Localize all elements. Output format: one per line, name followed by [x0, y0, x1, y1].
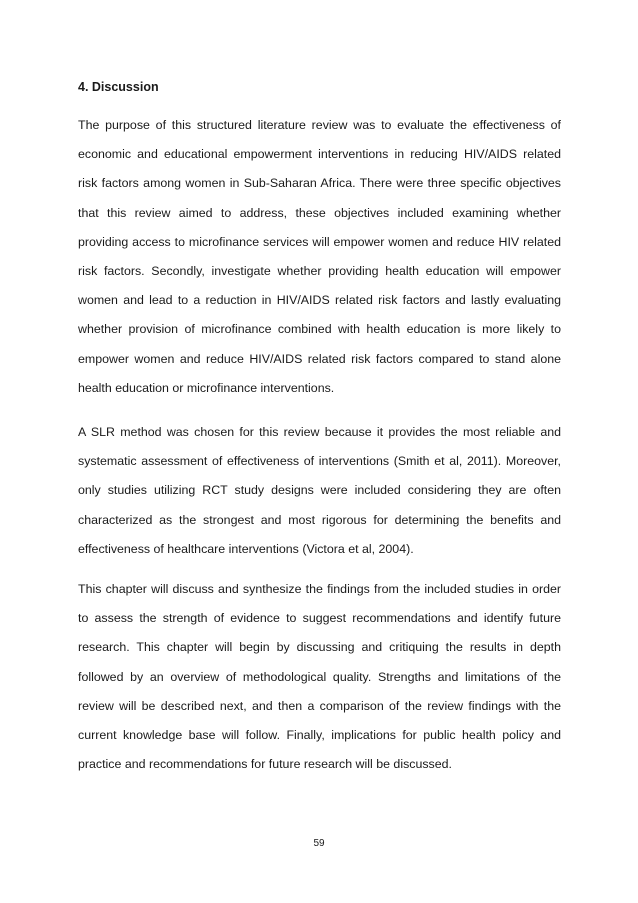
- paragraph-method: A SLR method was chosen for this review because it provides the most reliable and systematic assessment of effectiveness of interventions (Smith et al, 2011). Moreover, only studies utilizing RCT study designs were included considering they are often characterized as the strongest and most rigorous for determining the benefits and effectiveness of healthcare interventions (Victora et al, 2004).: [78, 425, 561, 556]
- section-heading: 4. Discussion: [78, 80, 159, 94]
- paragraph-purpose: The purpose of this structured literature review was to evaluate the effectiveness of economic and educational empowerment interventions in reducing HIV/AIDS related risk factors among women in Sub-Saharan Africa. There were three specific objectives that this review aimed to address, these objectives included examining whether providing access to microfinance services will empower women and reduce HIV related risk factors. Secondly, investigate whether providing health education will empower women and lead to a reduction in HIV/AIDS related risk factors and lastly evaluating whether provision of microfinance combined with health education is more likely to empower women and reduce HIV/AIDS related risk factors compared to stand alone health education or microfinance interventions.: [78, 118, 561, 395]
- page-number: 59: [313, 838, 325, 849]
- paragraph-chapter-overview: This chapter will discuss and synthesize the findings from the included studies in order to assess the strength of evidence to suggest recommendations and identify future research. This chapter will begin by discussing and critiquing the results in depth followed by an overview of methodological quality. Strengths and limitations of the review will be described next, and then a comparison of the review findings with the current knowledge base will follow. Finally, implications for public health policy and practice and recommendations for future research will be discussed.: [78, 582, 561, 772]
